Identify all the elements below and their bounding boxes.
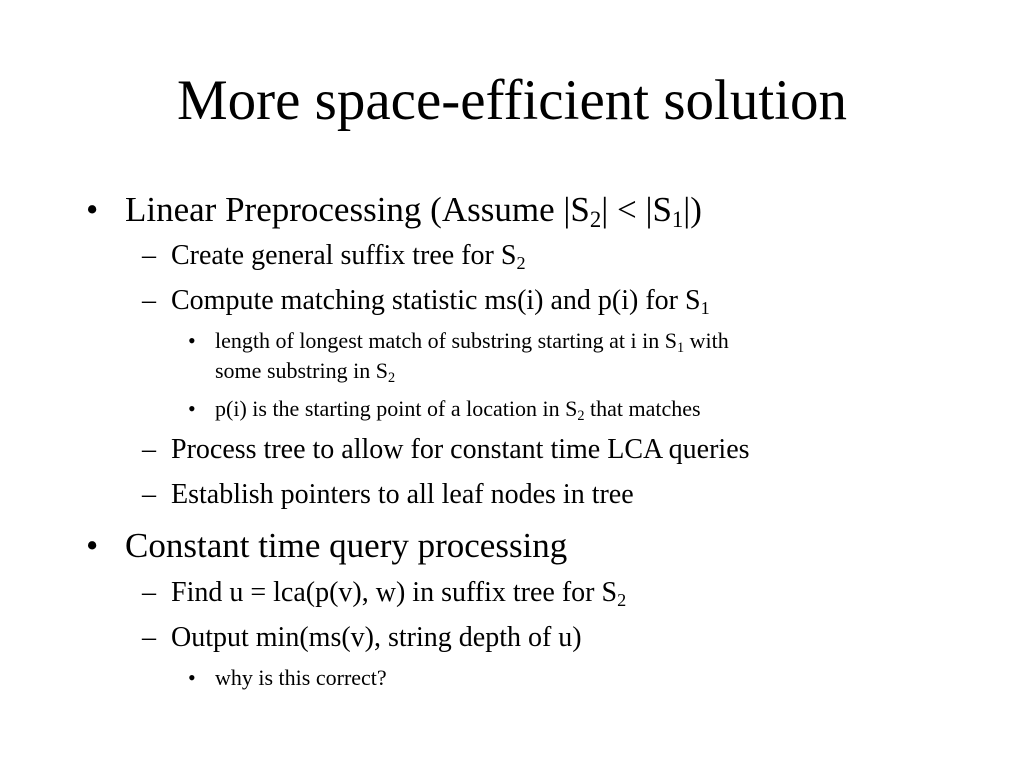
text-part: with [684,328,729,353]
subscript: 2 [516,253,526,274]
subitem-compute-matching-statistic [171,284,710,318]
subscript: 2 [577,408,585,424]
subitem-establish-pointers: Establish pointers to all leaf nodes in tree [171,479,634,510]
subscript: 2 [617,590,627,611]
dash-marker: – [142,240,156,271]
bullet-marker: • [86,526,99,565]
subscript: 1 [671,207,684,233]
bullet-linear-preprocessing [125,190,702,233]
subscript: 1 [676,340,685,356]
detail-starting-point [215,395,701,423]
text-part: Compute matching statistic ms(i) and p(i) for S [171,285,701,316]
dash-marker: – [142,479,156,510]
dash-marker: – [142,434,156,465]
slide-title: More space-efficient solution [176,69,848,132]
dash-marker: – [142,285,156,316]
text-part: that matches [584,396,701,421]
subscript: 1 [700,298,710,319]
text-part: |) [683,190,702,229]
small-bullet-marker: • [188,328,196,353]
small-bullet-marker: • [188,396,196,421]
bullet-marker: • [86,190,99,229]
text-part: Linear Preprocessing (Assume |S [125,190,590,229]
text-part: Find u = lca(p(v), w) in suffix tree for S [171,577,618,608]
text-part: some substring in S [215,358,388,383]
bullet-constant-time-query: Constant time query processing [125,526,568,565]
subitem-output-min: Output min(ms(v), string depth of u) [171,622,582,653]
text-part: Create general suffix tree for S [171,240,517,271]
subitem-process-tree-lca: Process tree to allow for constant time LCA queries [171,434,750,465]
text-part: | < |S [601,190,672,229]
detail-longest-match-continued [215,357,395,385]
subscript: 2 [387,370,396,386]
dash-marker: – [142,577,156,608]
subscript: 2 [589,207,602,233]
subitem-find-lca [171,576,626,610]
dash-marker: – [142,622,156,653]
small-bullet-marker: • [188,665,196,690]
detail-longest-match [215,327,729,355]
detail-why-correct: why is this correct? [215,665,387,690]
text-part: p(i) is the starting point of a location in S [215,396,578,421]
text-part: length of longest match of substring starting at i in S [215,328,677,353]
subitem-create-suffix-tree [171,239,526,273]
